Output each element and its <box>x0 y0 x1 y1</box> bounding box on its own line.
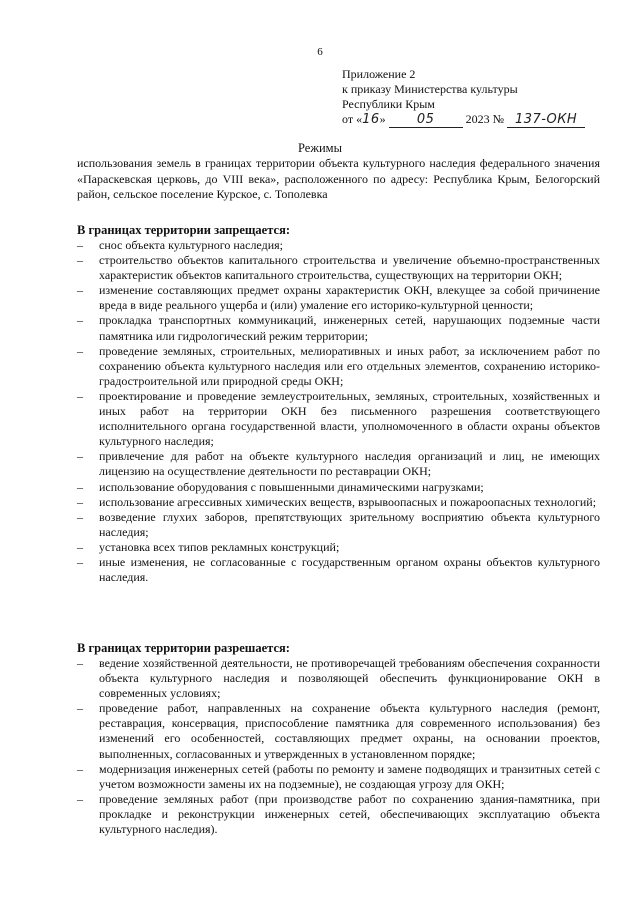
list-bullet: – <box>77 494 83 509</box>
date-mid: » <box>379 112 386 126</box>
list-item <box>77 283 600 313</box>
list-item <box>77 510 600 540</box>
permitted-list <box>77 656 600 837</box>
list-item-text: ведение хозяйственной деятельности, не противоречащей требованиям обеспечения сохранности объекта культурного наследия и позволяющей обеспечить функционирование ОКН в современных условиях; <box>99 656 600 701</box>
order-number: 137-ОКН <box>507 112 585 128</box>
list-item <box>77 656 600 701</box>
list-item <box>77 449 600 479</box>
list-item-text: использование агрессивных химических веществ, взрывоопасных и пожароопасных технологий; <box>99 494 597 509</box>
list-bullet: – <box>77 388 83 403</box>
list-item-text: проведение земляных работ (при производстве работ по сохранению здания-памятника, при прокладке и реконструкции инженерных сетей, обеспечивающих эксплуатацию объекта культурного наследия). <box>99 791 600 837</box>
list-item <box>77 495 600 510</box>
list-bullet: – <box>77 554 83 569</box>
appendix-line-1: Приложение 2 <box>342 67 416 81</box>
appendix-line-2: к приказу Министерства культуры <box>342 82 518 96</box>
list-bullet: – <box>77 479 83 494</box>
list-bullet: – <box>77 343 83 358</box>
permitted-heading: В границах территории разрешается: <box>77 641 290 655</box>
list-item <box>77 389 600 449</box>
order-month: 05 <box>389 112 463 128</box>
prohibited-heading: В границах территории запрещается: <box>77 223 291 237</box>
list-item-text: проведение работ, направленных на сохранение объекта культурного наследия (ремонт, реставрация, консервация, приспособление памятника для современного использования) без изменений его особенностей, составляющих предмет охраны, на основании проектов, выполненных, согласованных и утвержденных в установленном порядке; <box>99 701 600 761</box>
page-number: 6 <box>317 46 323 58</box>
list-item-text: модернизация инженерных сетей (работы по ремонту и замене подводящих и транзитных сетей с учетом возможности замены их на подземные), не создающая угрозу для ОКН; <box>99 761 600 791</box>
list-item-text: изменение составляющих предмет охраны характеристик ОКН, влекущее за собой причинение вреда в виде реального ущерба и (или) умаление его историко-культурной ценности; <box>99 283 600 313</box>
document-subtitle: использования земель в границах территории объекта культурного наследия федерального значения «Параскевская церковь, до VIII века», расположенного по адресу: Республика Крым, Белогорский район, сельское поселение Курское, с. Тополевка <box>77 156 600 201</box>
list-item-text: привлечение для работ на объекте культурного наследия организаций и лиц, не имеющих лицензию на осуществление деятельности по реставрации ОКН; <box>99 449 600 479</box>
list-item <box>77 540 600 555</box>
list-bullet: – <box>77 761 83 776</box>
list-item <box>77 313 600 343</box>
list-item <box>77 253 600 283</box>
prohibited-list <box>77 238 600 585</box>
list-bullet: – <box>77 791 83 806</box>
list-bullet: – <box>77 509 83 524</box>
list-item <box>77 792 600 837</box>
list-bullet: – <box>77 656 83 670</box>
list-item <box>77 238 600 253</box>
list-item-text: проектирование и проведение землеустроительных, земляных, строительных, хозяйственных и иных работ на территории ОКН без письменного разрешения соответствующего исполнительного органа государственной власти, уполномоченного в области охраны объектов культурного наследия; <box>99 388 600 449</box>
list-bullet: – <box>77 283 83 298</box>
list-item-text: иные изменения, не согласованные с государственным органом охраны объектов культурного наследия. <box>99 554 600 585</box>
list-item-text: возведение глухих заборов, препятствующих зрительному восприятию объекта культурного наследия; <box>99 509 600 539</box>
appendix-header <box>342 67 585 128</box>
list-item-text: проведение земляных, строительных, мелиоративных и иных работ, за исключением работ по сохранению объекта культурного наследия или его отдельных элементов, сохранению историко-градостроительной или природной среды ОКН; <box>99 343 600 388</box>
list-item <box>77 344 600 389</box>
list-bullet: – <box>77 238 83 252</box>
document-title: Режимы <box>298 141 342 155</box>
list-item <box>77 762 600 792</box>
list-item-text: прокладка транспортных коммуникаций, инженерных сетей, нарушающих подземные части памятника или гидрологический режим территории; <box>99 313 600 343</box>
list-bullet: – <box>77 539 83 554</box>
order-year: 2023 № <box>465 112 505 126</box>
list-item-text: использование оборудования с повышенными динамическими нагрузками; <box>99 479 484 494</box>
appendix-line-3: Республики Крым <box>342 97 435 111</box>
list-item-text: установка всех типов рекламных конструкций; <box>99 539 340 554</box>
list-bullet: – <box>77 449 83 464</box>
list-bullet: – <box>77 701 83 716</box>
date-prefix: от « <box>342 112 363 126</box>
order-date-line <box>342 112 585 128</box>
list-bullet: – <box>77 253 83 268</box>
list-item-text: снос объекта культурного наследия; <box>99 238 283 252</box>
list-item <box>77 701 600 761</box>
order-day: 16 <box>362 112 380 127</box>
list-item-text: строительство объектов капитального строительства и увеличение объемно-пространственных характеристик объектов капитального строительства, существующих на территории ОКН; <box>99 253 600 283</box>
list-item <box>77 480 600 495</box>
list-bullet: – <box>77 313 83 328</box>
list-item <box>77 555 600 585</box>
